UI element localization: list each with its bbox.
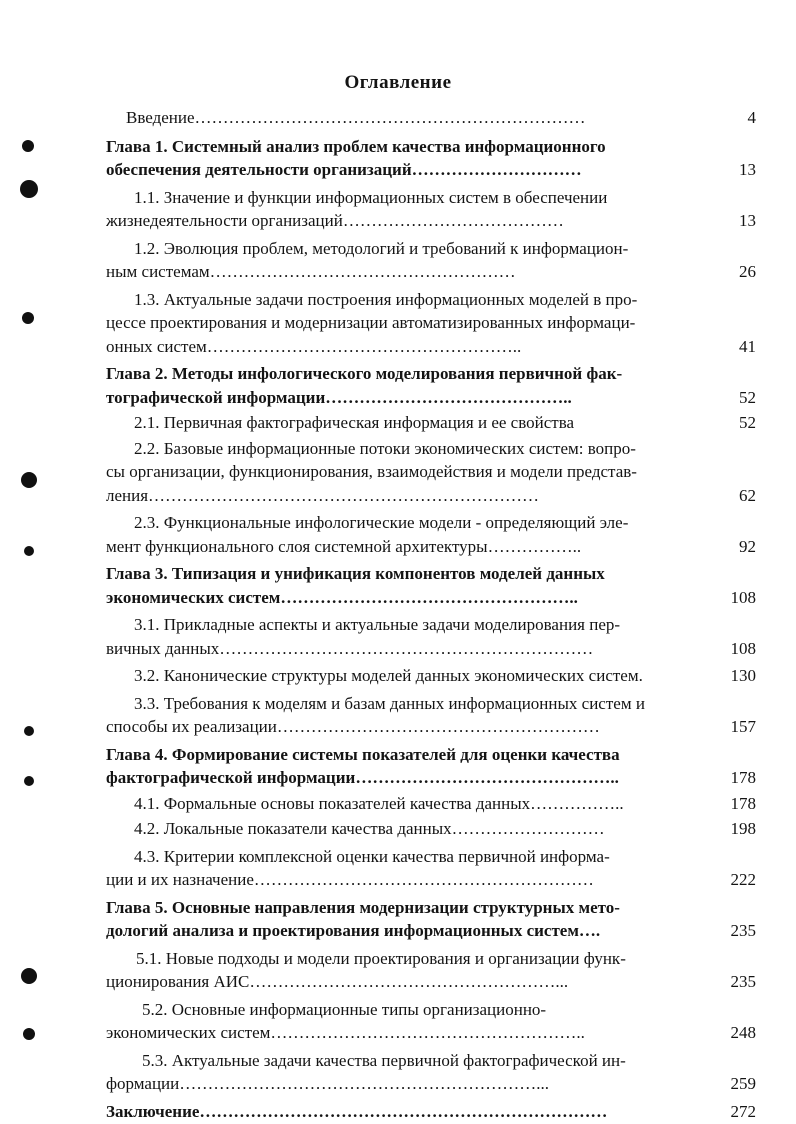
toc-entry-text: [106, 237, 704, 284]
toc-entry: [106, 817, 756, 841]
toc-entry-line: 2.3. Функциональные инфологические модели - определяющий эле-: [134, 513, 629, 532]
toc-entry: [106, 692, 756, 739]
toc-entry: [106, 237, 756, 284]
toc-entry-text: [106, 896, 704, 943]
toc-entry-line: цессе проектирования и модернизации автоматизированных информаци-: [106, 313, 636, 332]
toc-entry: [106, 437, 756, 508]
punch-hole: [24, 726, 34, 736]
toc-entry-text: [106, 845, 704, 892]
toc-entry-text: [106, 947, 704, 994]
toc-entry: [106, 792, 756, 816]
toc-entry-line: вичных данных…………………………………………………………: [106, 638, 594, 658]
toc-entry: [106, 135, 756, 182]
toc-entry-line: 5.2. Основные информационные типы организационно-: [142, 999, 547, 1019]
toc-entry-line: 3.3. Требования к моделям и базам данных информационных систем и: [134, 693, 645, 713]
toc-entry: [106, 896, 756, 943]
toc-entry-line: 1.3. Актуальные задачи построения информационных моделей в про-: [134, 289, 638, 309]
table-of-contents: [106, 106, 756, 1123]
toc-entry: [106, 743, 756, 790]
toc-entry: [106, 186, 756, 233]
toc-entry-line: 4.2. Локальные показатели качества данных………………………: [134, 819, 605, 838]
toc-entry-page: 92: [739, 536, 756, 556]
toc-entry-line: ции и их назначение……………………………………………………: [106, 870, 594, 889]
toc-entry: [106, 411, 756, 435]
toc-entry-page: 108: [730, 638, 756, 658]
toc-entry-line: экономических систем……………………………………………..: [106, 587, 578, 607]
toc-entry-text: [106, 511, 704, 558]
toc-entry-text: [106, 106, 704, 130]
toc-entry: [106, 511, 756, 558]
toc-entry-line: ления……………………………………………………………: [106, 485, 540, 505]
toc-entry-page: 130: [730, 666, 756, 685]
toc-entry-line: 2.1. Первичная фактографическая информация и ее свойства: [134, 413, 575, 432]
toc-entry-page: 222: [730, 870, 756, 889]
punch-hole: [20, 180, 38, 198]
toc-entry-page: 259: [730, 1074, 756, 1093]
toc-entry: [106, 106, 756, 130]
toc-entry-line: формации………………………………………………………...: [106, 1074, 549, 1093]
toc-entry-line: мент функционального слоя системной архитектуры……………..: [106, 536, 582, 556]
toc-entry-line: 5.3. Актуальные задачи качества первичной фактографической ин-: [142, 1050, 626, 1070]
toc-entry: [106, 998, 756, 1045]
toc-entry-line: 3.2. Канонические структуры моделей данных экономических систем.: [134, 666, 643, 685]
toc-entry-page: 178: [730, 793, 756, 813]
toc-entry-page: 235: [730, 972, 756, 991]
toc-entry-line: тографической информации……………………………………..: [106, 387, 572, 407]
toc-entry-page: 13: [739, 160, 756, 179]
toc-entry-text: [106, 437, 704, 508]
toc-entry-line: ным системам………………………………………………: [106, 262, 516, 281]
toc-entry-line: жизнедеятельности организаций…………………………………: [106, 211, 564, 230]
punch-hole: [21, 472, 37, 488]
toc-entry-text: [106, 792, 704, 816]
toc-entry: [106, 562, 756, 609]
toc-entry-line: Глава 3. Типизация и унификация компонентов моделей данных: [106, 564, 605, 583]
toc-entry-line: Глава 1. Системный анализ проблем качества информационного: [106, 136, 606, 156]
toc-entry-page: 272: [730, 1101, 756, 1121]
toc-entry-text: [106, 411, 704, 435]
toc-entry-text: [106, 743, 704, 790]
punch-hole: [23, 1028, 35, 1040]
toc-entry-line: 3.1. Прикладные аспекты и актуальные задачи моделирования пер-: [134, 615, 621, 634]
toc-entry-line: способы их реализации…………………………………………………: [106, 717, 600, 736]
toc-entry: [106, 1049, 756, 1096]
toc-entry-line: сы организации, функционирования, взаимодействия и модели представ-: [106, 462, 637, 481]
toc-entry-text: [106, 998, 704, 1045]
toc-entry-line: 5.1. Новые подходы и модели проектирования и организации функ-: [136, 948, 626, 968]
toc-entry-line: 2.2. Базовые информационные потоки экономических систем: вопро-: [134, 438, 636, 458]
toc-entry-text: [106, 562, 704, 609]
toc-entry-line: онных систем………………………………………………..: [106, 336, 522, 356]
toc-entry-page: 108: [730, 587, 756, 607]
toc-entry: [106, 613, 756, 660]
toc-entry-page: 52: [739, 413, 756, 432]
punch-hole: [22, 312, 34, 324]
toc-entry-text: [106, 186, 704, 233]
toc-entry-text: [106, 664, 704, 688]
toc-entry-text: [106, 135, 704, 182]
toc-entry-line: ционирования АИС………………………………………………...: [106, 972, 569, 991]
toc-entry-text: [106, 613, 704, 660]
toc-entry-line: Заключение………………………………………………………………: [106, 1101, 608, 1121]
toc-entry-text: [106, 1049, 704, 1096]
toc-entry-text: [106, 692, 704, 739]
toc-entry-line: 1.2. Эволюция проблем, методологий и требований к информацион-: [134, 238, 629, 258]
toc-entry-page: 52: [739, 387, 756, 407]
page-title: Оглавление: [344, 72, 452, 93]
toc-entry-page: 4: [747, 108, 756, 127]
punch-hole: [24, 776, 34, 786]
toc-entry-line: обеспечения деятельности организаций…………………………: [106, 160, 582, 179]
toc-entry-text: [106, 1100, 704, 1124]
toc-entry-line: 4.1. Формальные основы показателей качества данных……………..: [134, 793, 624, 813]
toc-entry-page: 13: [739, 211, 756, 230]
toc-entry-page: 198: [730, 819, 756, 838]
punch-hole: [21, 968, 37, 984]
toc-entry-line: 1.1. Значение и функции информационных систем в обеспечении: [134, 187, 608, 207]
toc-entry-line: Глава 4. Формирование системы показателей для оценки качества: [106, 744, 620, 764]
toc-entry-line: Введение……………………………………………………………: [126, 108, 586, 127]
toc-entry-line: Глава 5. Основные направления модернизации структурных мето-: [106, 897, 620, 917]
toc-entry-text: [106, 288, 704, 359]
toc-entry: [106, 1100, 756, 1124]
toc-entry-line: Глава 2. Методы инфологического моделирования первичной фак-: [106, 364, 623, 383]
toc-entry-text: [106, 362, 704, 409]
toc-entry-line: дологий анализа и проектирования информационных систем….: [106, 921, 601, 940]
punch-hole: [22, 140, 34, 152]
toc-entry-page: 157: [730, 717, 756, 736]
toc-entry-page: 235: [730, 921, 756, 940]
toc-entry-page: 178: [730, 768, 756, 787]
punch-hole: [24, 546, 34, 556]
toc-entry-line: 4.3. Критерии комплексной оценки качества первичной информа-: [134, 846, 610, 866]
toc-entry-page: 248: [730, 1023, 756, 1042]
toc-entry: [106, 664, 756, 688]
toc-entry-text: [106, 817, 704, 841]
toc-entry: [106, 288, 756, 359]
toc-entry-page: 62: [739, 485, 756, 505]
toc-entry: [106, 362, 756, 409]
toc-entry: [106, 947, 756, 994]
toc-entry-line: экономических систем………………………………………………..: [106, 1023, 585, 1042]
toc-entry-line: фактографической информации………………………………………..: [106, 768, 619, 787]
toc-entry: [106, 845, 756, 892]
toc-entry-page: 26: [739, 262, 756, 281]
toc-entry-page: 41: [739, 336, 756, 356]
